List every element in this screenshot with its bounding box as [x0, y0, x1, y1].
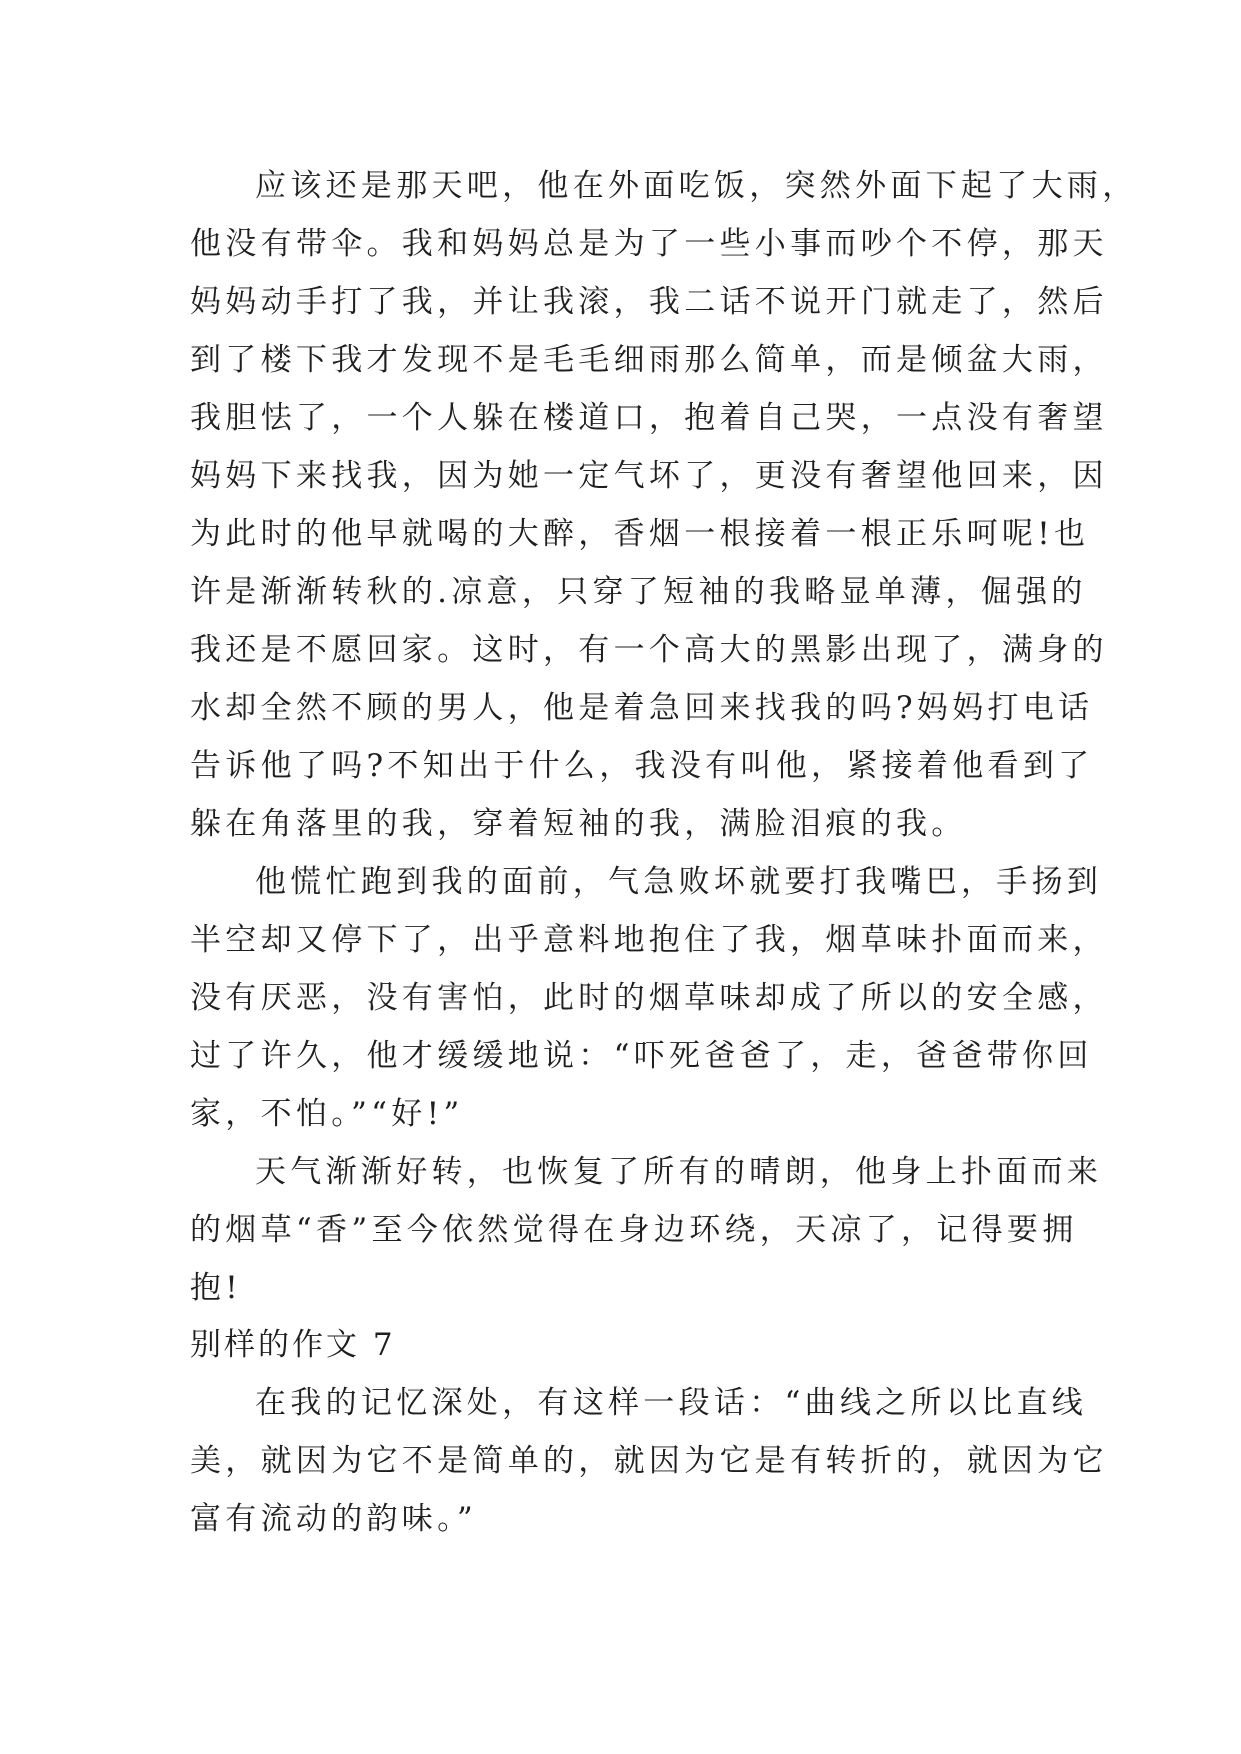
- paragraph-line: 告诉他了吗?不知出于什么，我没有叫他，紧接着他看到了: [190, 748, 1094, 784]
- paragraph-line: 应该还是那天吧，他在外面吃饭，突然外面下起了大雨，: [255, 168, 1138, 204]
- paragraph-line: 躲在角落里的我，穿着短袖的我，满脸泪痕的我。: [190, 806, 967, 842]
- paragraph-line: 天气渐渐好转，也恢复了所有的晴朗，他身上扑面而来: [255, 1154, 1103, 1190]
- paragraph-line: 美，就因为它不是简单的，就因为它是有转折的，就因为它: [190, 1443, 1108, 1479]
- paragraph-line: 抱!: [190, 1270, 243, 1306]
- paragraph-line: 我胆怯了，一个人躲在楼道口，抱着自己哭，一点没有奢望: [190, 400, 1108, 436]
- paragraph-line: 家，不怕。”“好!”: [190, 1096, 464, 1132]
- paragraph-line: 妈妈下来找我，因为她一定气坏了，更没有奢望他回来，因: [190, 458, 1108, 494]
- paragraph-line: 他慌忙跑到我的面前，气急败坏就要打我嘴巴，手扬到: [255, 864, 1103, 900]
- paragraph-line: 水却全然不顾的男人，他是着急回来找我的吗?妈妈打电话: [190, 690, 1094, 726]
- paragraph-line: 半空却又停下了，出乎意料地抱住了我，烟草味扑面而来，: [190, 922, 1108, 958]
- paragraph-line: 的烟草“香”至今依然觉得在身边环绕，天凉了，记得要拥: [190, 1212, 1078, 1248]
- paragraph-line: 为此时的他早就喝的大醉，香烟一根接着一根正乐呵呢!也: [190, 516, 1090, 552]
- paragraph-line: 妈妈动手打了我，并让我滚，我二话不说开门就走了，然后: [190, 284, 1108, 320]
- section-heading: 别样的作文 7: [190, 1327, 396, 1363]
- paragraph-line: 过了许久，他才缓缓地说：“吓死爸爸了，走，爸爸带你回: [190, 1038, 1093, 1074]
- paragraph-line: 我还是不愿回家。这时，有一个高大的黑影出现了，满身的: [190, 632, 1108, 668]
- paragraph-line: 到了楼下我才发现不是毛毛细雨那么简单，而是倾盆大雨，: [190, 342, 1108, 378]
- paragraph-line: 他没有带伞。我和妈妈总是为了一些小事而吵个不停，那天: [190, 226, 1108, 262]
- paragraph-line: 许是渐渐转秋的.凉意，只穿了短袖的我略显单薄，倔强的: [190, 574, 1087, 610]
- paragraph-line: 富有流动的韵味。”: [190, 1501, 478, 1537]
- paragraph-line: 在我的记忆深处，有这样一段话：“曲线之所以比直线: [255, 1385, 1088, 1421]
- paragraph-line: 没有厌恶，没有害怕，此时的烟草味却成了所以的安全感，: [190, 980, 1108, 1016]
